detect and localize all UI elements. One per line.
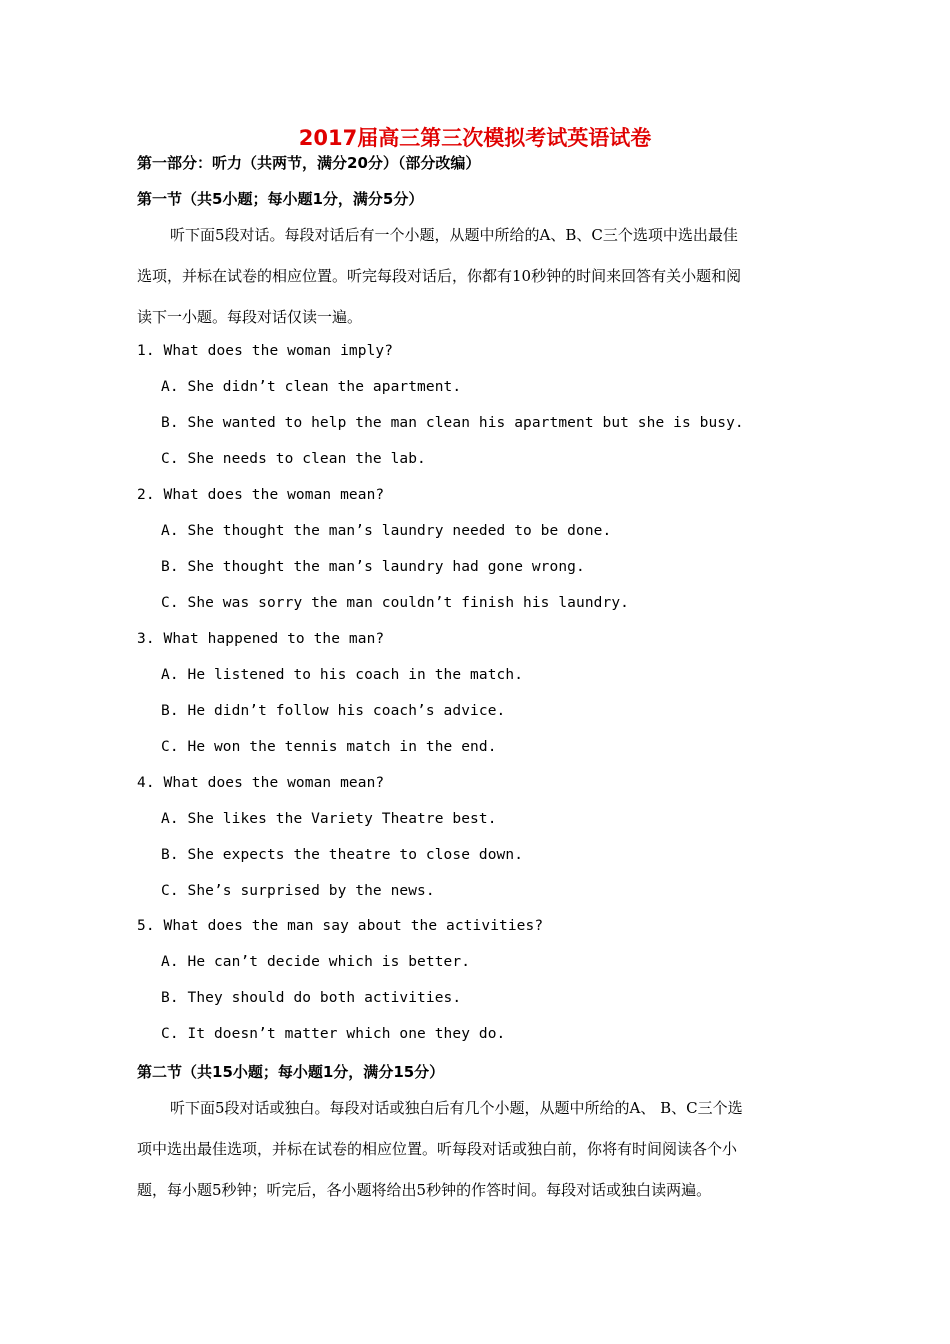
question-1-option-c: C. She needs to clean the lab. — [161, 451, 426, 467]
question-4-option-a: A. She likes the Variety Theatre best. — [161, 811, 497, 827]
question-5-option-c: C. It doesn’t matter which one they do. — [161, 1026, 506, 1042]
question-2-option-a: A. She thought the man’s laundry needed to be done. — [161, 523, 612, 539]
question-3-option-c: C. He won the tennis match in the end. — [161, 739, 497, 755]
section1-instruction-line: 读下一小题。每段对话仅读一遍。 — [137, 308, 363, 326]
question-4-stem: 4. What does the woman mean? — [137, 775, 385, 791]
question-3-stem: 3. What happened to the man? — [137, 631, 385, 647]
question-5-stem: 5. What does the man say about the activities? — [137, 918, 544, 934]
section2-heading: 第二节（共15小题；每小题1分，满分15分） — [137, 1063, 445, 1081]
question-5-option-a: A. He can’t decide which is better. — [161, 954, 471, 970]
section2-instruction-line: 项中选出最佳选项，并标在试卷的相应位置。听每段对话或独白前，你将有时间阅读各个小 — [137, 1140, 738, 1158]
question-2-option-b: B. She thought the man’s laundry had gone wrong. — [161, 559, 585, 575]
section1-heading: 第一节（共5小题；每小题1分，满分5分） — [137, 190, 424, 208]
question-1-stem: 1. What does the woman imply? — [137, 343, 394, 359]
section2-instruction-line: 听下面5段对话或独白。每段对话或独白后有几个小题，从题中所给的A、 B、C三个选 — [170, 1099, 743, 1117]
question-2-option-c: C. She was sorry the man couldn’t finish his laundry. — [161, 595, 629, 611]
section1-instruction-line: 听下面5段对话。每段对话后有一个小题，从题中所给的A、B、C三个选项中选出最佳 — [170, 226, 738, 244]
question-2-stem: 2. What does the woman mean? — [137, 487, 385, 503]
question-1-option-b: B. She wanted to help the man clean his apartment but she is busy. — [161, 415, 744, 431]
question-3-option-a: A. He listened to his coach in the match. — [161, 667, 524, 683]
question-1-option-a: A. She didn’t clean the apartment. — [161, 379, 462, 395]
section1-instruction-line: 选项，并标在试卷的相应位置。听完每段对话后，你都有10秒钟的时间来回答有关小题和阅 — [137, 267, 742, 285]
section2-instruction-line: 题，每小题5秒钟；听完后，各小题将给出5秒钟的作答时间。每段对话或独白读两遍。 — [137, 1181, 712, 1199]
question-4-option-c: C. She’s surprised by the news. — [161, 883, 435, 899]
exam-title: 2017届高三第三次模拟考试英语试卷 — [298, 126, 652, 150]
question-3-option-b: B. He didn’t follow his coach’s advice. — [161, 703, 506, 719]
question-4-option-b: B. She expects the theatre to close down. — [161, 847, 524, 863]
question-5-option-b: B. They should do both activities. — [161, 990, 462, 1006]
part1-heading: 第一部分：听力（共两节，满分20分）（部分改编） — [137, 154, 481, 172]
